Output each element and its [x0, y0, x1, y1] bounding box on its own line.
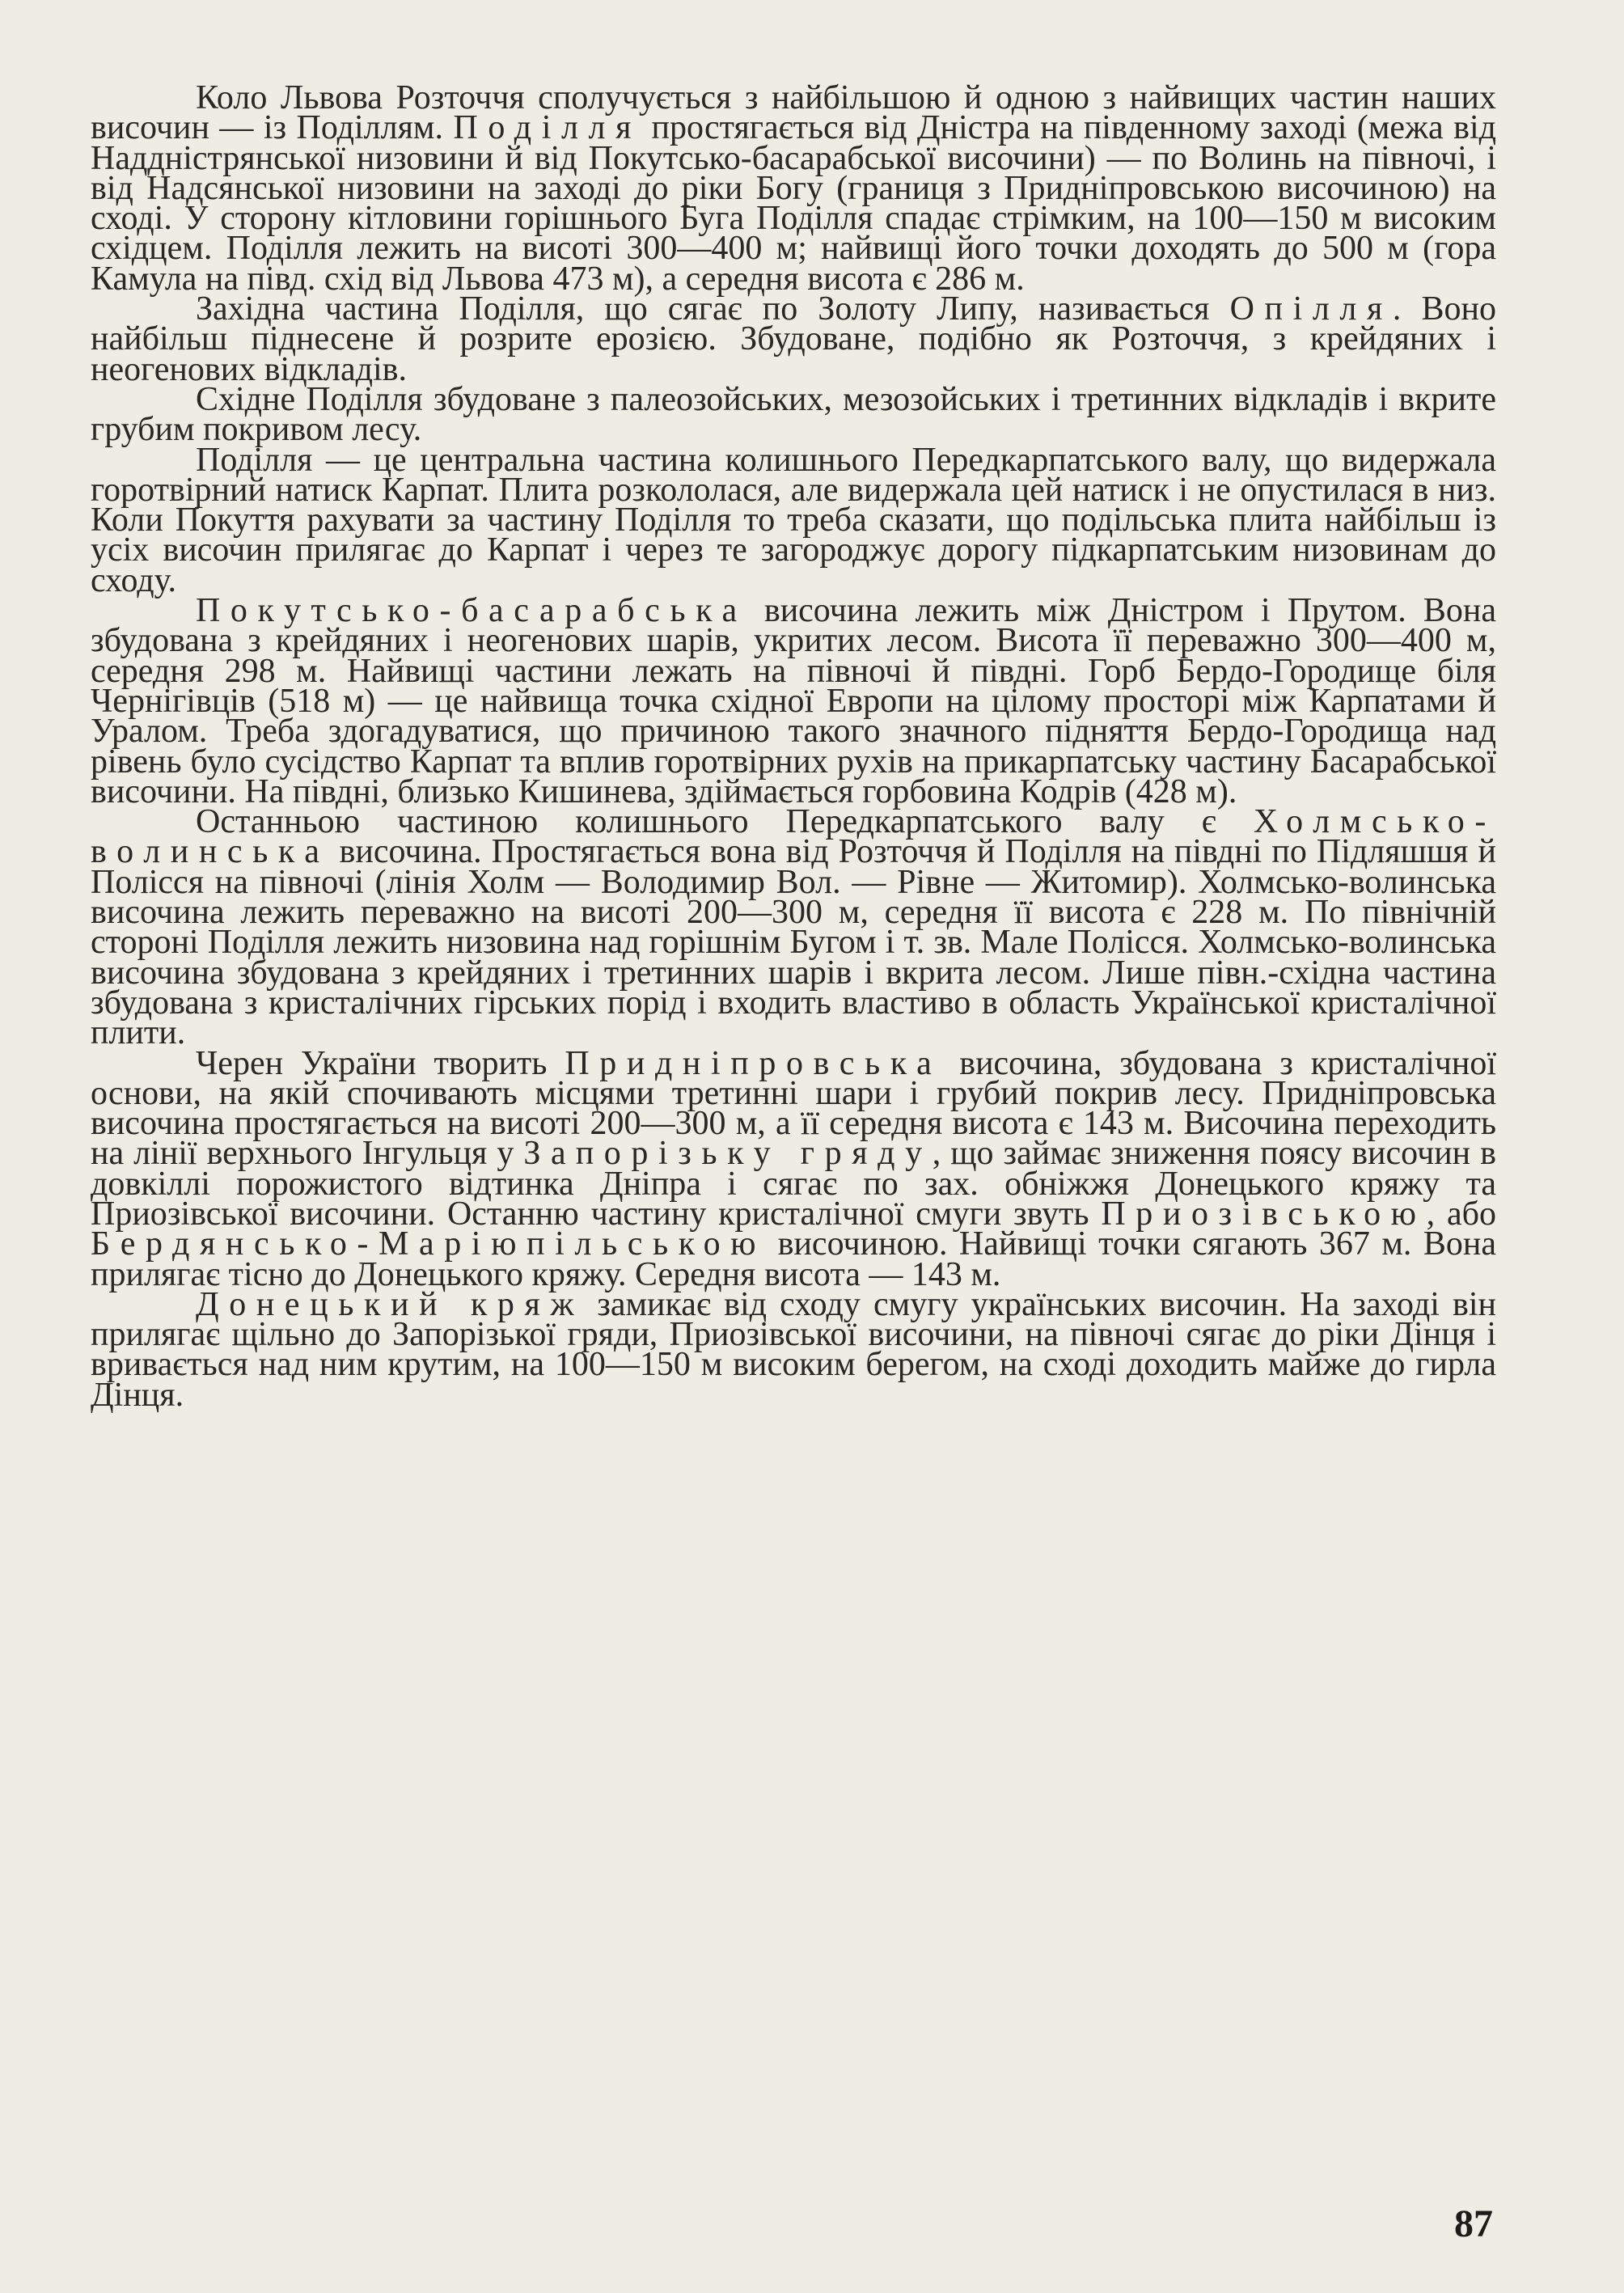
- text-run: Черен України творить: [196, 1044, 565, 1082]
- text-run: Поділля — це центральна частина колишнього Передкарпатського валу, що видержала горотвірний натиск Карпат. Плита розкололася, але видержала цей натиск і не опустилася в низ. Коли Покуття рахувати за частину Поділля то треба сказати, що подільська плита найбільш із усіх височин прилягає до Карпат і через те загороджує дорогу підкарпатським низовинам до сходу.: [91, 441, 1496, 599]
- paragraph: [91, 1044, 1497, 1293]
- text-run: височиною. Найвищі точки сягають 367 м. Вона прилягає тісно до Донецького кряжу. Середня висота — 143 м.: [91, 1225, 1496, 1293]
- text-run: Східне Поділля збудоване з палеозойських, мезозойських і третинних відкладів і вкрите грубим покривом лесу.: [91, 380, 1496, 449]
- text-run: височина лежить між Дністром і Прутом. Вона збудована з крейдяних і неогенових шарів, укритих лесом. Висота її переважно 300—400 м, середня 298 м. Найвищі частини лежать на півночі й півдні. Горб Бердо-Городище біля Чернігівців (518 м) — це найвища точка східної Европи на цілому просторі між Карпатами й Уралом. Треба здогадуватися, що причиною такого значного підняття Бердо-Городища над рівень було сусідство Карпат та вплив горотвірних рухів на прикарпатську частину Басарабської височини. На півдні, близько Кишинева, здіймається горбовина Кодрів (428 м).: [91, 592, 1496, 810]
- paragraph: [91, 290, 1496, 388]
- text-run: простягається від Дністра на південному заході (межа від Наддністрянської низовини й від Покутсько-басарабської височини) — по Волинь на півночі, і від Надсянської низовини на заході до ріки Богу (границя з Придніпровською височиною) на сході. У сторону кітловини горішнього Буга Поділля спадає стрімким, на 100—150 м високим східцем. Поділля лежить на висоті 300—400 м; найвищі його точки доходять до 500 м (гора Камула на півд. схід від Львова 473 м), а середня висота є 286 м.: [91, 109, 1497, 298]
- spaced-term: Бердянсько-Маріюпільською: [91, 1225, 767, 1263]
- text-run: . Воно найбільш піднесене й розрите ерозією. Збудоване, подібно як Розточчя, з крейдяних і неогенових відкладів.: [91, 290, 1496, 388]
- body-text: [91, 79, 1497, 1414]
- text-run: височина, збудована з кристалічної основи, на якій спочивають місцями третинні шари і грубий покрив лесу. Придніпровська височина простягається на висоті 200—300 м, а її середня висота є 143 м. Височина переходить на лінії верхнього Інгульця у: [91, 1044, 1497, 1173]
- spaced-term: Покутсько-басарабська: [196, 592, 747, 630]
- spaced-term: Донецький кряж: [196, 1285, 585, 1323]
- text-run: Західна частина Поділля, що сягає по Золоту Липу, називається: [196, 290, 1230, 328]
- paragraph: [91, 79, 1497, 298]
- paragraph: [91, 803, 1496, 1052]
- text-run: замикає від сходу смугу українських височин. На заході він прилягає щільно до Запорізької гряди, Приозівської височини, на півночі сягає до ріки Дінця і вривається над ним крутим, на 100—150 м високим берегом, на сході доходить майже до гирла Дінця.: [91, 1285, 1497, 1414]
- spaced-term: Придніпровська: [565, 1044, 942, 1082]
- spaced-term: Запорізьку гряду: [523, 1135, 933, 1173]
- paragraph: [91, 380, 1496, 449]
- spaced-term: Опілля: [1229, 290, 1393, 328]
- text-run: Коло Львова Розточчя сполучується з найбільшою й одною з найвищих частин наших височин — із Поділлям.: [91, 79, 1496, 147]
- text-run: Останньою частиною колишнього Передкарпатського валу є: [196, 803, 1254, 841]
- spaced-term: Приозівською: [1101, 1195, 1427, 1233]
- spaced-term: Холмсько-волинська: [91, 803, 1496, 871]
- paragraph: [91, 441, 1496, 599]
- paragraph: [91, 592, 1496, 810]
- spaced-term: Поділля: [453, 109, 642, 147]
- page-number: 87: [1454, 2202, 1493, 2245]
- text-run: височина. Простягається вона від Розточчя й Поділля на півдні по Підляшшя й Полісся на півночі (лінія Холм — Володимир Вол. — Рівне — Житомир). Холмсько-волинська височина лежить переважно на висоті 200—300 м, середня її висота є 228 м. По північній стороні Поділля лежить низовина над горішнім Бугом і т. зв. Мале Полісся. Холмсько-волинська височина збудована з крейдяних і третинних шарів і вкрита лесом. Лише півн.-східна частина збудована з кристалічних гірських порід і входить властиво в область Української кристалічної плити.: [91, 833, 1496, 1052]
- text-run: , або: [1426, 1195, 1496, 1233]
- text-run: , що займає зниження поясу височин в довкіллі порожистого відтинка Дніпра і сягає по зах. обніжжя Донецького кряжу та Приозівської височини. Останню частину кристалічної смуги звуть: [91, 1135, 1496, 1233]
- paragraph: [91, 1285, 1497, 1414]
